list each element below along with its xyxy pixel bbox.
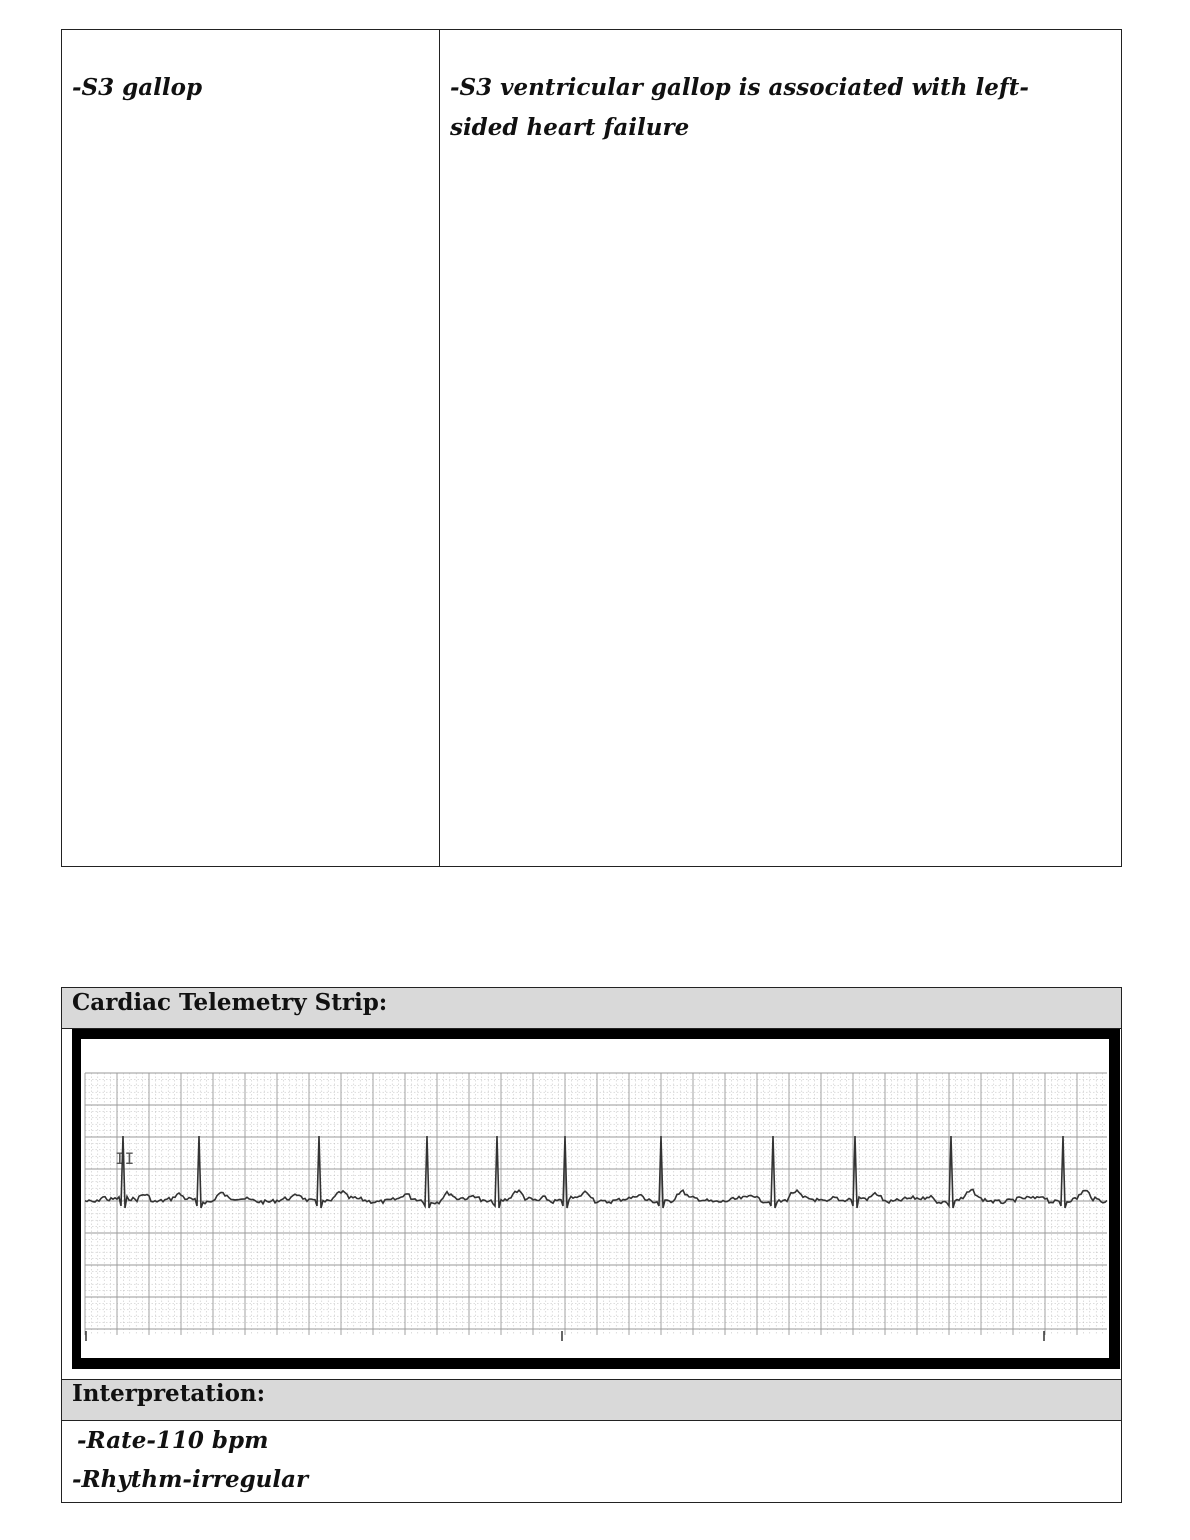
ecg-trace [85,1136,1107,1208]
interpretation-rhythm: -Rhythm-irregular [72,1466,309,1493]
telemetry-header: Cardiac Telemetry Strip: [62,988,1121,1029]
ecg-strip-frame [72,1029,1120,1369]
explanation-text: -S3 ventricular gallop is associated with left-sided heart failure [450,74,1029,141]
assessment-table [61,29,1122,867]
ecg-lead-label: II [115,1149,135,1168]
interpretation-header: Interpretation: [62,1380,1121,1421]
finding-cell [62,30,440,866]
explanation-cell [440,30,1121,866]
telemetry-strip-row [62,1029,1121,1380]
ecg-strip-paper [81,1039,1109,1358]
finding-text: -S3 gallop [72,74,203,101]
interpretation-body [62,1421,1121,1499]
interpretation-rate: -Rate-110 bpm [77,1427,269,1454]
ecg-strip [81,1039,1109,1358]
telemetry-table [61,987,1122,1503]
